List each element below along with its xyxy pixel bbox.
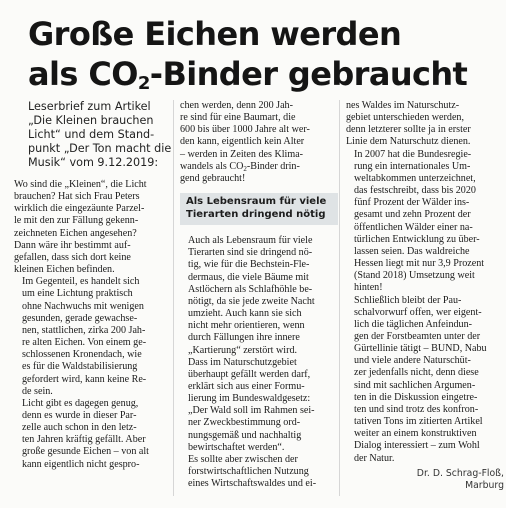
text-line: schalvorwurf offen, wer eigent- [354, 306, 482, 318]
text-line: fünf Prozent der Wälder ins- [354, 197, 470, 209]
headline-line-1: Große Eichen werden [28, 15, 402, 53]
text-line: Im Gegenteil, es handelt sich [22, 276, 140, 288]
paragraph [180, 454, 338, 490]
intro-line: punkt „Der Ton macht die [28, 142, 172, 155]
subheading-line: Tierarten dringend nötig [186, 208, 326, 220]
text-line: „Der Wald soll im Rahmen sei- [188, 405, 315, 417]
column-divider [173, 100, 174, 496]
text-line: rung ein internationales Um- [354, 160, 471, 172]
text-line: zelle auch schon in den letz- [22, 422, 137, 434]
text-line: lassen seien. Das waldreiche [354, 245, 470, 257]
intro-line: Musik“ vom 9.12.2019: [28, 156, 159, 169]
signature [346, 468, 504, 492]
text-line: (Stand 2018) Umsetzung weit [354, 270, 475, 282]
subheading-box [180, 193, 338, 225]
text-line: kleinen Eichen befinden. [14, 264, 115, 276]
text-line: Auch als Lebensraum für viele [188, 235, 313, 247]
text-line: In 2007 hat die Bundesregie- [354, 148, 472, 160]
intro-line: „Die Kleinen brauchen [28, 114, 154, 127]
paragraph [180, 357, 338, 454]
text-line: erklärt sich aus einer Formu- [188, 380, 305, 392]
text-line: Tierarten sind sie dringend nö- [188, 247, 313, 259]
text-line: Dass im Naturschutzgebiet [188, 356, 297, 368]
text-line: Licht gibt es dagegen genug, [22, 397, 139, 409]
text-line: bewirtschaftet werden“. [188, 441, 285, 453]
text-line: um eine Lichtung praktisch [22, 288, 133, 300]
text-fragment: -Binder drin- [246, 160, 300, 172]
text-line: das festschreibt, dass bis 2020 [354, 185, 476, 197]
text-line: ner Zweckbestimmung ord- [188, 417, 301, 429]
text-line: ohne Nachwuchs mit wenigen [22, 300, 144, 312]
text-line: nungsgemäß und nachhaltig [188, 429, 302, 441]
text-line: und viele andere Naturschüt- [354, 355, 471, 367]
text-line: Dialog interessiert – zum Wohl [354, 440, 480, 452]
text-line: durch Fällungen ihre innere [188, 332, 300, 344]
text-line: zer jedenfalls nicht, denn diese [354, 367, 479, 379]
text-line: Gürtellinie tätigt – BUND, Nabu [354, 343, 487, 355]
headline-line-2-post: -Binder gebraucht [149, 55, 468, 93]
text-line: Es sollte aber zwischen der [188, 453, 298, 465]
text-line: nes Waldes im Naturschutz- [346, 100, 460, 111]
text-line: Astlöchern als Schlafhöhle be- [188, 283, 313, 295]
paragraph [180, 235, 338, 357]
text-line: chen werden, denn 200 Jah- [180, 100, 293, 111]
text-line: weltabkommen unterzeichnet, [354, 172, 476, 184]
paragraph [14, 276, 172, 398]
text-line: de sein. [22, 385, 53, 397]
text-line: der Natur. [354, 452, 395, 464]
intro-line: Licht“ und dem Stand- [28, 128, 155, 141]
paragraph [346, 149, 504, 295]
text-line: ten in die Diskussion eingetre- [354, 391, 478, 403]
text-line: große gesunde Eichen – von alt [22, 446, 149, 458]
headline-subscript: 2 [137, 73, 150, 94]
text-line [180, 161, 338, 173]
column-3 [346, 100, 504, 492]
column-1 [14, 100, 172, 471]
headline [28, 14, 498, 94]
text-line: gesamt und zehn Prozent der [354, 209, 471, 221]
text-line: Schließlich bleibt der Pau- [354, 294, 462, 306]
text-line: gesunden, gerade gewachse- [22, 312, 138, 324]
text-line: le mit den zur Fällung gekenn- [14, 215, 139, 227]
text-line: gefordert wird, kann keine Re- [22, 373, 147, 385]
text-fragment: wandels als CO [180, 160, 244, 172]
text-line: Wo sind die „Kleinen“, die Licht [14, 179, 147, 190]
paragraph [14, 398, 172, 471]
paragraph [14, 179, 172, 276]
text-line: kann eigentlich nicht gespro- [22, 458, 140, 470]
text-line: Linie dem Naturschutz dienen. [346, 136, 471, 148]
column-2 [180, 100, 338, 490]
text-line: dermaus, die viele Bäume mit [188, 271, 309, 283]
text-line: „Kartierung“ zerstört wird. [188, 344, 298, 356]
text-line: gebiet unterschieden werden, [346, 112, 464, 124]
text-line: denn es wurde in dieser Par- [22, 409, 137, 421]
paragraph [346, 295, 504, 465]
text-line: tativen Tons im zitierten Artikel [354, 416, 483, 428]
text-line: Dann wäre ihr bestimmt auf- [14, 239, 131, 251]
column-divider [339, 100, 340, 496]
text-line: hinten! [354, 282, 383, 294]
text-line: – werden in Zeiten des Klima- [180, 148, 304, 160]
paragraph [346, 100, 504, 149]
text-line: ten und sind trotz des konfron- [354, 403, 479, 415]
text-line: nen, stattlichen, zirka 200 Jah- [22, 324, 146, 336]
intro-line: Leserbrief zum Artikel [28, 100, 151, 113]
intro-block [28, 100, 172, 170]
text-line: brauchen? Hat sich Frau Peters [14, 191, 140, 203]
text-line: es für die Waldstabilisierung [22, 361, 138, 373]
text-line: schlossenen Kronendach, wie [22, 349, 142, 361]
text-line: ten Jahren kräftig gefällt. Aber [22, 434, 146, 446]
signature-place: Marburg [465, 479, 504, 491]
text-line: den kann, eigentlich kein Alter [180, 136, 305, 148]
text-line: umzieht. Auch kann sie sich [188, 308, 302, 320]
text-line: wirklich die eingezäunte Parzel- [14, 203, 145, 215]
headline-line-2 [28, 54, 498, 94]
text-line: nicht mehr orientieren, wenn [188, 320, 305, 332]
text-line: gend gebraucht! [180, 172, 246, 184]
text-line: re alten Eichen. Von einem ge- [22, 337, 147, 349]
text-line: sind mit sachlichen Argumen- [354, 379, 476, 391]
text-line: öffentlichen Wälder einer na- [354, 221, 473, 233]
text-line: 600 bis über 1000 Jahre alt wer- [180, 124, 310, 136]
text-line: tig, wie für die Bechstein-Fle- [188, 259, 310, 271]
text-line: türlichen Entwicklung zu über- [354, 233, 480, 245]
text-line: lierung im Bundeswaldgesetz: [188, 393, 311, 405]
signature-name: Dr. D. Schrag-Floß, [416, 467, 504, 479]
text-line: nötigt, da sie jede zweite Nacht [188, 295, 315, 307]
subheading-line: Als Lebensraum für viele [186, 196, 327, 208]
text-line: überhaupt gefällt werden darf, [188, 368, 311, 380]
text-line: zeichneten Eichen angesehen? [14, 227, 137, 239]
text-line: gefallen, dass sich dort keine [14, 251, 131, 263]
text-line: denn letzterer sollte ja in erster [346, 124, 471, 136]
text-line: eines Wirtschaftswaldes und ei- [188, 478, 317, 490]
text-line: re sind für eine Baumart, die [180, 112, 296, 124]
subscript: 2 [243, 164, 247, 173]
text-line: Hessen liegt mit nur 3,9 Prozent [354, 258, 485, 270]
text-line: gen der Forstbeamten unter der [354, 330, 481, 342]
paragraph [180, 100, 338, 185]
headline-line-2-pre: als CO [28, 55, 138, 93]
text-line: weiter an einem konstruktiven [354, 428, 477, 440]
text-line: lich die täglichen Anfeindun- [354, 318, 473, 330]
text-line: forstwirtschaftlichen Nutzung [188, 466, 309, 478]
